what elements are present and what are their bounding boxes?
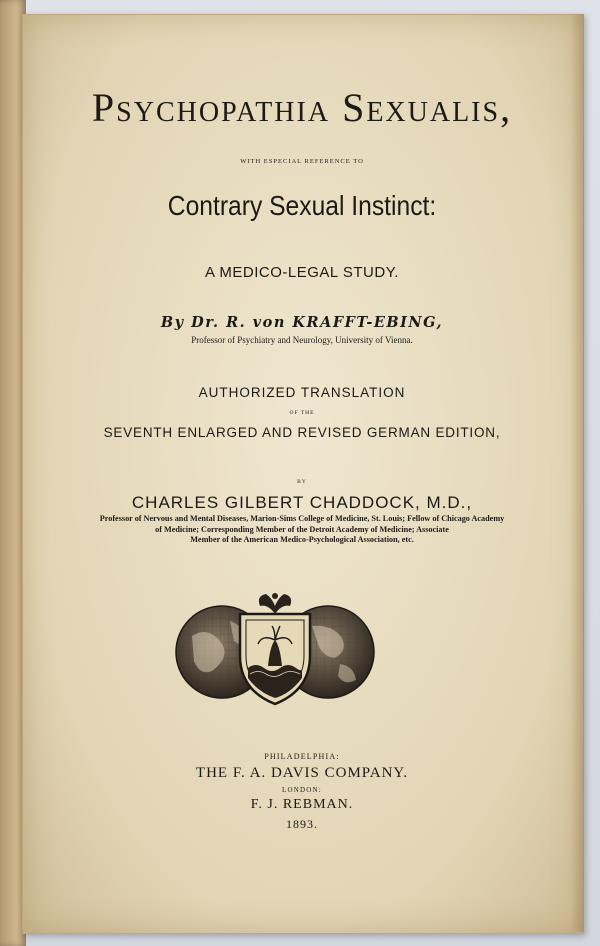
credentials-line: Professor of Nervous and Mental Diseases, Marion-Sims College of Medicine, St. Louis; Fellow of Chicago Academy bbox=[99, 514, 505, 523]
globe-shield-emblem-icon bbox=[172, 586, 378, 710]
imprint-city-2: LONDON: bbox=[282, 786, 322, 794]
of-the-line: OF THE bbox=[289, 410, 315, 416]
title-page bbox=[22, 14, 584, 934]
translator-credentials bbox=[50, 514, 554, 546]
authorized-translation-line: AUTHORIZED TRANSLATION bbox=[198, 385, 406, 400]
author-line: By Dr. R. von KRAFFT-EBING, bbox=[160, 314, 444, 331]
translator-name: CHARLES GILBERT CHADDOCK, M.D., bbox=[131, 493, 473, 512]
publisher-name: THE F. A. DAVIS COMPANY. bbox=[195, 765, 409, 781]
book-subtitle: Contrary Sexual Instinct: bbox=[167, 190, 437, 221]
page-edge-shadow bbox=[570, 14, 584, 932]
publication-year: 1893. bbox=[286, 817, 318, 831]
book-title: Psychopathia Sexualis, bbox=[91, 85, 513, 130]
study-line: A MEDICO-LEGAL STUDY. bbox=[205, 264, 399, 281]
credentials-line: of Medicine; Corresponding Member of the Detroit Academy of Medicine; Associate bbox=[155, 524, 449, 534]
with-reference-line: WITH ESPECIAL REFERENCE TO bbox=[240, 158, 364, 165]
author-affiliation: Professor of Psychiatry and Neurology, University of Vienna. bbox=[191, 335, 413, 345]
credentials-line: Member of the American Medico-Psychological Association, etc. bbox=[190, 535, 414, 544]
publisher-name-2: F. J. REBMAN. bbox=[250, 797, 354, 812]
imprint-city: PHILADELPHIA: bbox=[264, 752, 340, 761]
edition-line: SEVENTH ENLARGED AND REVISED GERMAN EDITION, bbox=[103, 425, 501, 440]
by-line: BY bbox=[297, 479, 307, 485]
